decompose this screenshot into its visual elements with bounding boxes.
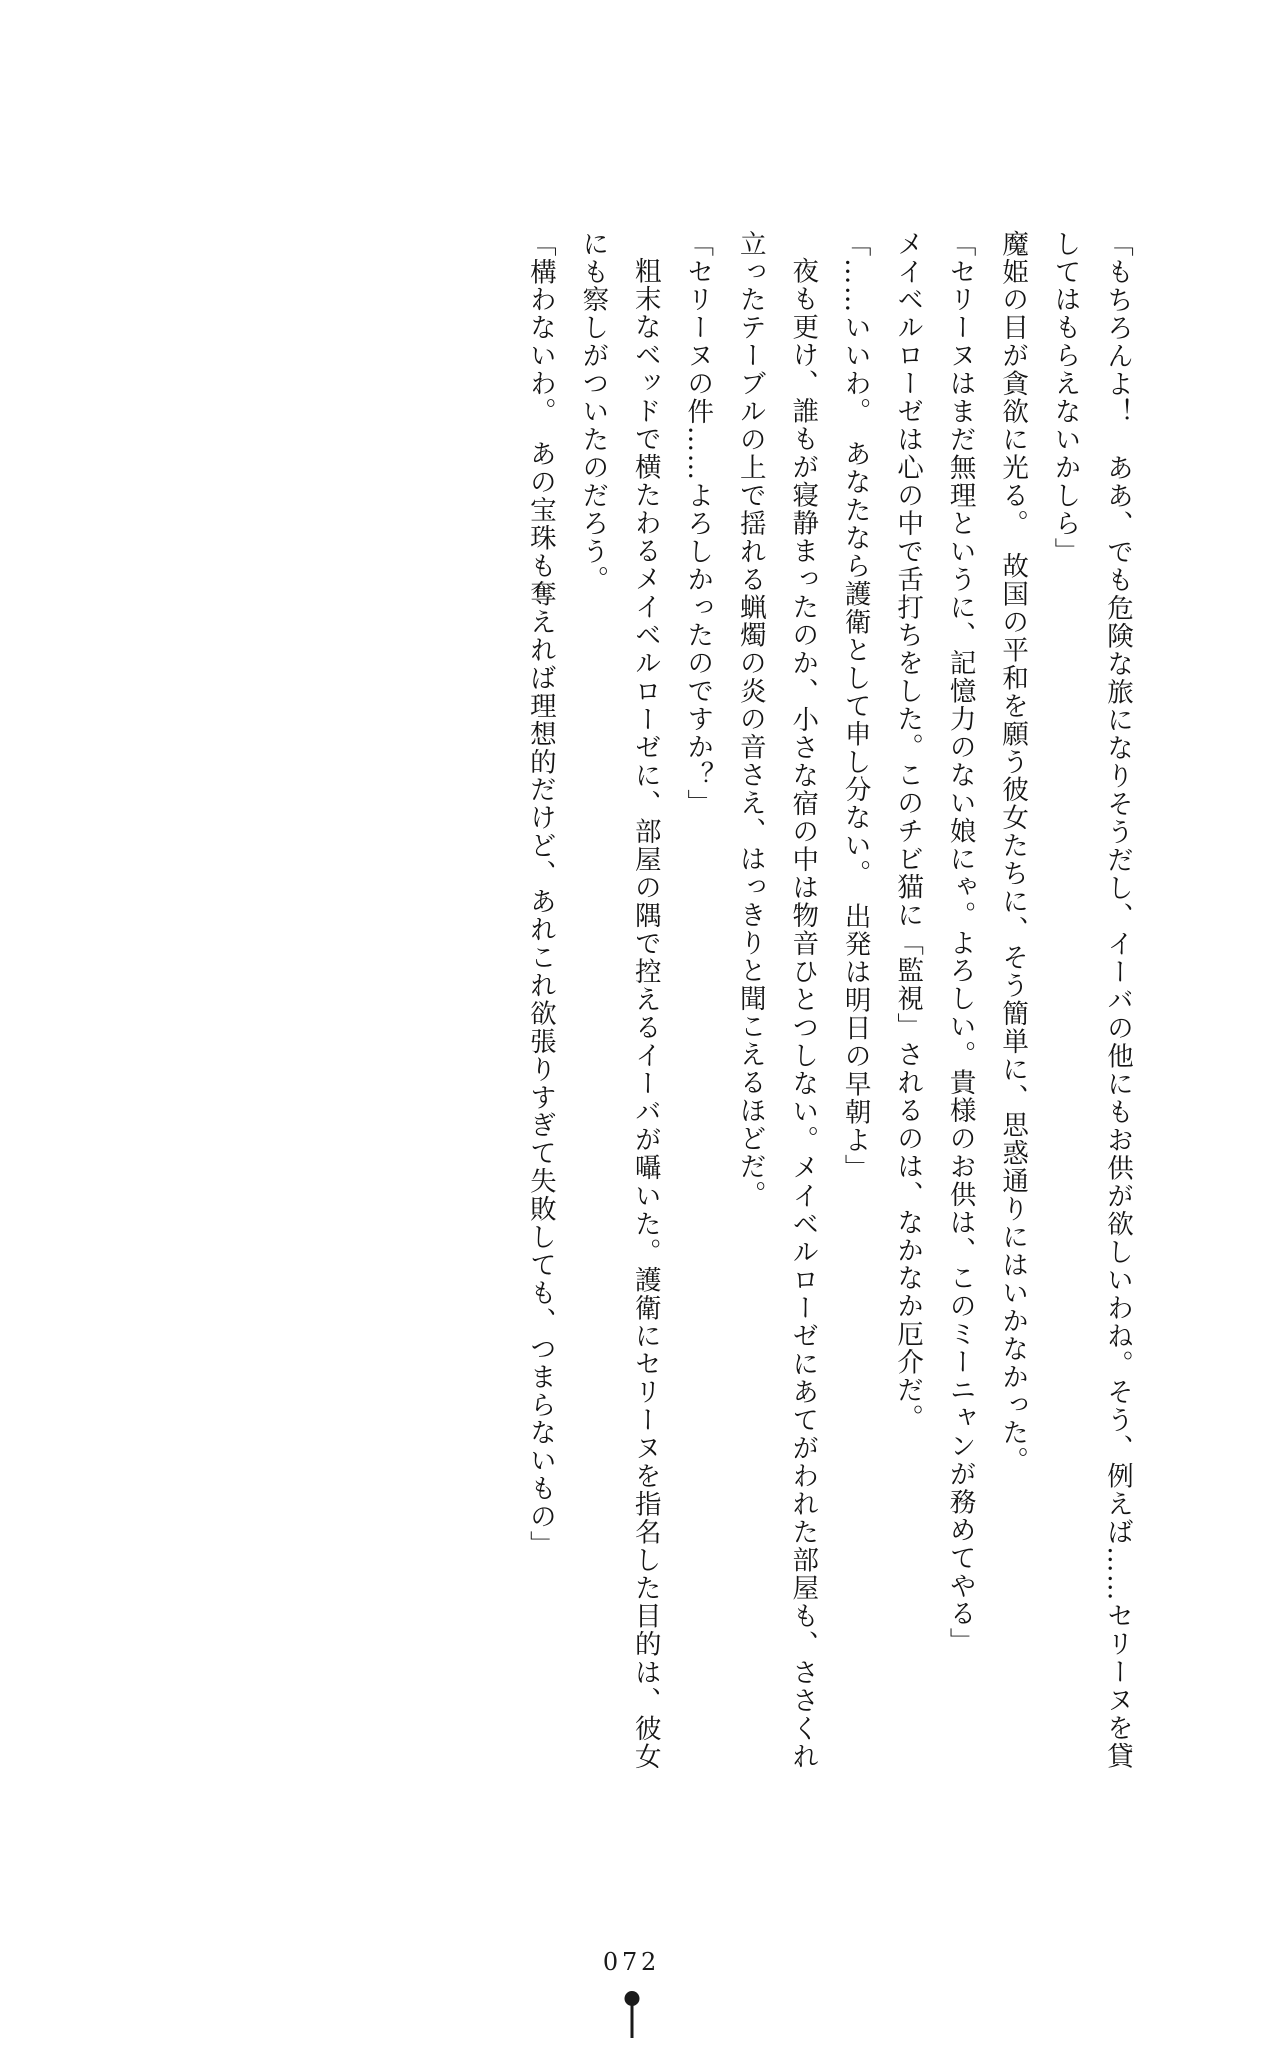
paragraph: 「もちろんよ！ ああ、でも危険な旅になりそうだし、イーバの他にもお供が欲しいわね。そう、例えば……セリーヌを貸してはもらえないかしら」 <box>1049 230 1133 1770</box>
page-number: 072 <box>602 1948 661 1976</box>
footer-rule-ornament <box>630 1996 633 2038</box>
paragraph: 「セリーヌはまだ無理というに、記憶力のない娘にゃ。よろしい。貴様のお供は、このミーニャンが務めてやる」 <box>944 230 976 1656</box>
body-text <box>113 230 1143 1770</box>
paragraph: メイベルローゼは心の中で舌打ちをした。このチビ猫に「監視」されるのは、なかなか厄介だ。 <box>892 230 924 1433</box>
paragraph: 魔姫の目が貪欲に光る。 故国の平和を願う彼女たちに、そう簡単に、思惑通りにはいかなかった。 <box>997 230 1029 1475</box>
paragraph: 粗末なベッドで横たわるメイベルローゼに、部屋の隅で控えるイーバが囁いた。護衛にセリーヌを指名した目的は、彼女にも察しがついたのだろう。 <box>577 230 661 1770</box>
paragraph: 「セリーヌの件……よろしかったのですか？」 <box>682 230 714 818</box>
paragraph: 「構わないわ。 あの宝珠も奪えれば理想的だけど、あれこれ欲張りすぎて失敗しても、つまらないもの」 <box>524 230 556 1559</box>
paragraph: 「……いいわ。 あなたなら護衛として申し分ない。 出発は明日の早朝よ」 <box>839 230 871 1183</box>
paragraph: 夜も更け、誰もが寝静まったのか、小さな宿の中は物音ひとつしない。メイベルローゼにあてがわれた部屋も、ささくれ立ったテーブルの上で揺れる蝋燭の炎の音さえ、はっきりと聞こえるほどだ。 <box>734 230 819 1770</box>
